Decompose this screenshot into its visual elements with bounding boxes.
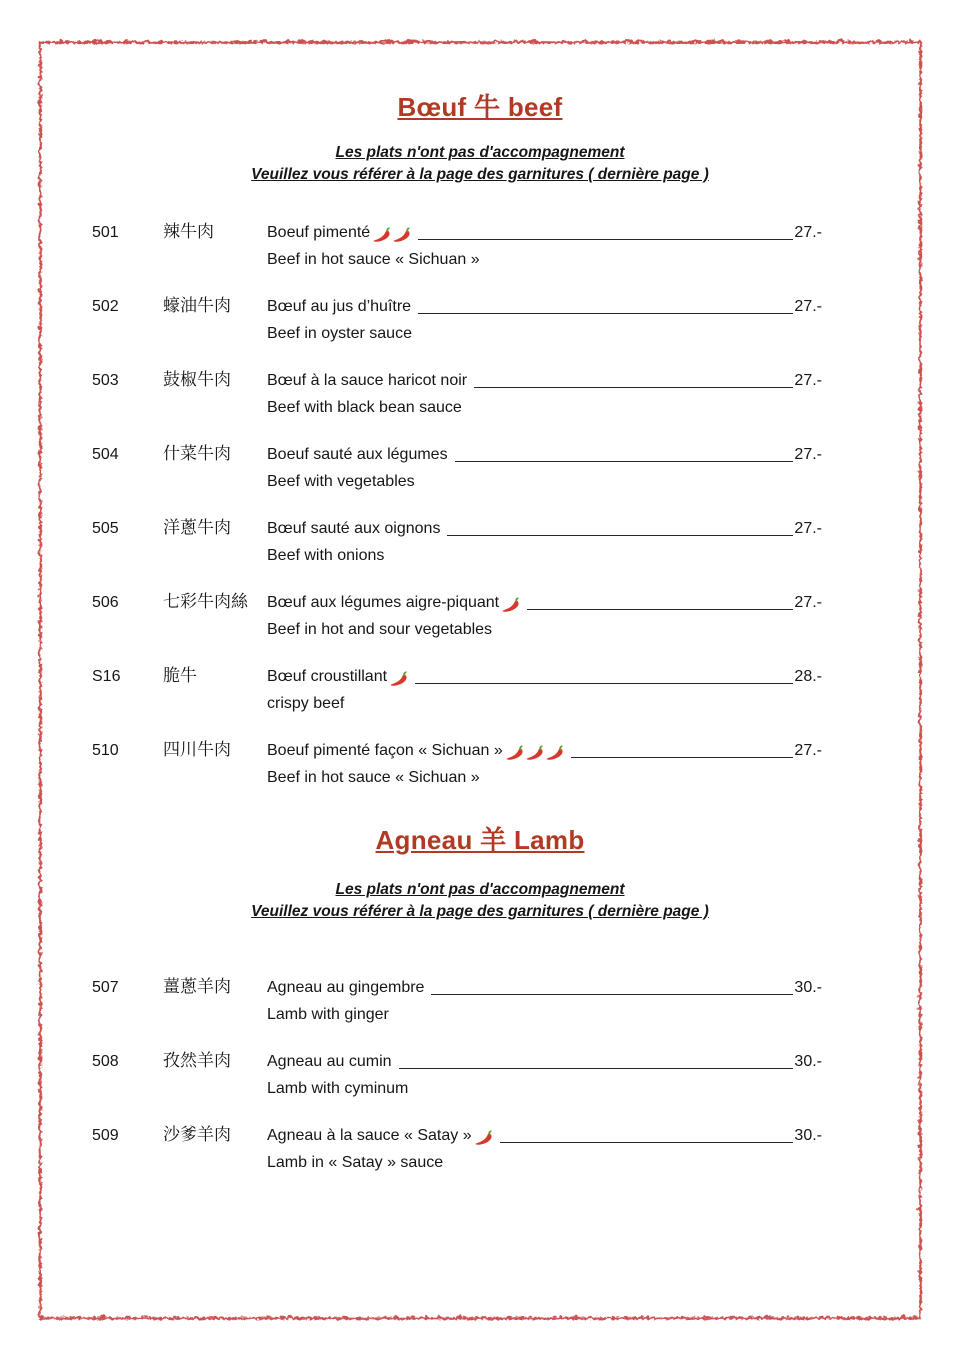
item-main-line <box>92 440 822 468</box>
chili-icons <box>372 226 411 245</box>
item-name-french: Bœuf aux légumes aigre-piquant <box>267 594 500 611</box>
item-price: 30.- <box>794 1127 822 1144</box>
item-number: 505 <box>92 520 119 537</box>
item-name-chinese: 蠔油牛肉 <box>163 296 231 315</box>
chili-pepper-icon <box>505 744 524 763</box>
item-number: 501 <box>92 224 119 241</box>
item-number: 507 <box>92 979 119 996</box>
item-price: 30.- <box>794 979 822 996</box>
menu-item <box>92 366 822 421</box>
price-leader-line <box>411 218 794 246</box>
item-name-chinese: 辣牛肉 <box>163 222 214 241</box>
item-name-chinese: 洋蔥牛肉 <box>163 518 231 537</box>
item-name-chinese: 薑蔥羊肉 <box>163 977 231 996</box>
price-leader-line <box>520 588 794 616</box>
note-line-1: Les plats n'ont pas d'accompagnement <box>335 144 625 161</box>
item-number: 503 <box>92 372 119 389</box>
item-price: 27.- <box>794 298 822 315</box>
item-name-chinese: 四川牛肉 <box>163 740 231 759</box>
item-number: 508 <box>92 1053 119 1070</box>
chili-pepper-icon <box>501 596 520 615</box>
item-main-line <box>92 973 822 1001</box>
menu-item <box>92 1047 822 1102</box>
item-name-chinese: 七彩牛肉絲 <box>163 592 248 611</box>
menu-item <box>92 292 822 347</box>
chili-icons <box>501 596 520 615</box>
item-name-chinese: 鼓椒牛肉 <box>163 370 231 389</box>
chili-pepper-icon <box>372 226 391 245</box>
item-name-chinese: 脆牛 <box>163 666 197 685</box>
menu-items <box>92 218 822 791</box>
section-lamb <box>0 825 960 1176</box>
menu-item <box>92 218 822 273</box>
item-price: 28.- <box>794 668 822 685</box>
item-name-english: Lamb with ginger <box>267 1006 389 1023</box>
item-number: 504 <box>92 446 119 463</box>
menu-item <box>92 514 822 569</box>
menu-item <box>92 973 822 1028</box>
price-leader-line <box>424 973 794 1001</box>
item-name-french: Bœuf au jus d’huître <box>267 298 412 315</box>
section-title: Agneau 羊 Lamb <box>375 825 585 855</box>
item-price: 27.- <box>794 224 822 241</box>
item-name-french: Boeuf pimenté façon « Sichuan » <box>267 742 503 759</box>
chili-icons <box>505 744 564 763</box>
item-name-english: Beef in oyster sauce <box>267 325 412 342</box>
menu-item <box>92 588 822 643</box>
note-line-2: Veuillez vous référer à la page des garnitures ( dernière page ) <box>251 903 709 920</box>
item-name-english: Lamb with cyminum <box>267 1080 409 1097</box>
item-name-french: Agneau à la sauce « Satay » <box>267 1127 472 1144</box>
chili-pepper-icon <box>389 670 408 689</box>
menu-item <box>92 662 822 717</box>
item-main-line <box>92 292 822 320</box>
item-number: 509 <box>92 1127 119 1144</box>
item-name-english: Beef with vegetables <box>267 473 415 490</box>
menu-item <box>92 1121 822 1176</box>
item-number: 510 <box>92 742 119 759</box>
item-name-chinese: 孜然羊肉 <box>163 1051 231 1070</box>
chili-icons <box>474 1129 493 1148</box>
item-main-line <box>92 366 822 394</box>
item-name-french: Agneau au gingembre <box>267 979 425 996</box>
chili-pepper-icon <box>474 1129 493 1148</box>
price-leader-line <box>408 662 794 690</box>
item-name-english: Lamb in « Satay » sauce <box>267 1154 444 1171</box>
note-line-1: Les plats n'ont pas d'accompagnement <box>335 881 625 898</box>
item-name-french: Bœuf croustillant <box>267 668 388 685</box>
item-number: 502 <box>92 298 119 315</box>
section-note <box>0 142 960 186</box>
item-number: S16 <box>92 668 121 685</box>
item-name-french: Bœuf à la sauce haricot noir <box>267 372 468 389</box>
item-name-french: Boeuf pimenté <box>267 224 371 241</box>
item-main-line <box>92 736 822 764</box>
item-name-english: crispy beef <box>267 695 345 712</box>
price-leader-line <box>440 514 794 542</box>
chili-pepper-icon <box>392 226 411 245</box>
item-main-line <box>92 1121 822 1149</box>
item-name-english: Beef in hot and sour vegetables <box>267 621 493 638</box>
item-name-english: Beef in hot sauce « Sichuan » <box>267 251 480 268</box>
menu-item <box>92 440 822 495</box>
chili-pepper-icon <box>525 744 544 763</box>
item-price: 27.- <box>794 372 822 389</box>
item-name-chinese: 什菜牛肉 <box>163 444 231 463</box>
price-leader-line <box>411 292 794 320</box>
item-main-line <box>92 1047 822 1075</box>
price-leader-line <box>493 1121 795 1149</box>
item-price: 27.- <box>794 446 822 463</box>
chili-pepper-icon <box>545 744 564 763</box>
item-number: 506 <box>92 594 119 611</box>
price-leader-line <box>467 366 794 394</box>
section-beef <box>0 92 960 791</box>
item-name-french: Agneau au cumin <box>267 1053 392 1070</box>
item-main-line <box>92 218 822 246</box>
section-title: Bœuf 牛 beef <box>397 92 563 122</box>
price-leader-line <box>392 1047 795 1075</box>
item-name-english: Beef in hot sauce « Sichuan » <box>267 769 480 786</box>
item-name-english: Beef with onions <box>267 547 385 564</box>
item-name-english: Beef with black bean sauce <box>267 399 462 416</box>
item-name-chinese: 沙爹羊肉 <box>163 1125 231 1144</box>
menu-items <box>92 973 822 1176</box>
item-main-line <box>92 588 822 616</box>
item-price: 30.- <box>794 1053 822 1070</box>
note-line-2: Veuillez vous référer à la page des garnitures ( dernière page ) <box>251 166 709 183</box>
item-name-french: Bœuf sauté aux oignons <box>267 520 441 537</box>
price-leader-line <box>448 440 795 468</box>
item-name-french: Boeuf sauté aux légumes <box>267 446 448 463</box>
item-main-line <box>92 514 822 542</box>
section-note <box>0 879 960 923</box>
menu-item <box>92 736 822 791</box>
item-price: 27.- <box>794 520 822 537</box>
chili-icons <box>389 670 408 689</box>
item-price: 27.- <box>794 594 822 611</box>
price-leader-line <box>564 736 795 764</box>
item-price: 27.- <box>794 742 822 759</box>
item-main-line <box>92 662 822 690</box>
